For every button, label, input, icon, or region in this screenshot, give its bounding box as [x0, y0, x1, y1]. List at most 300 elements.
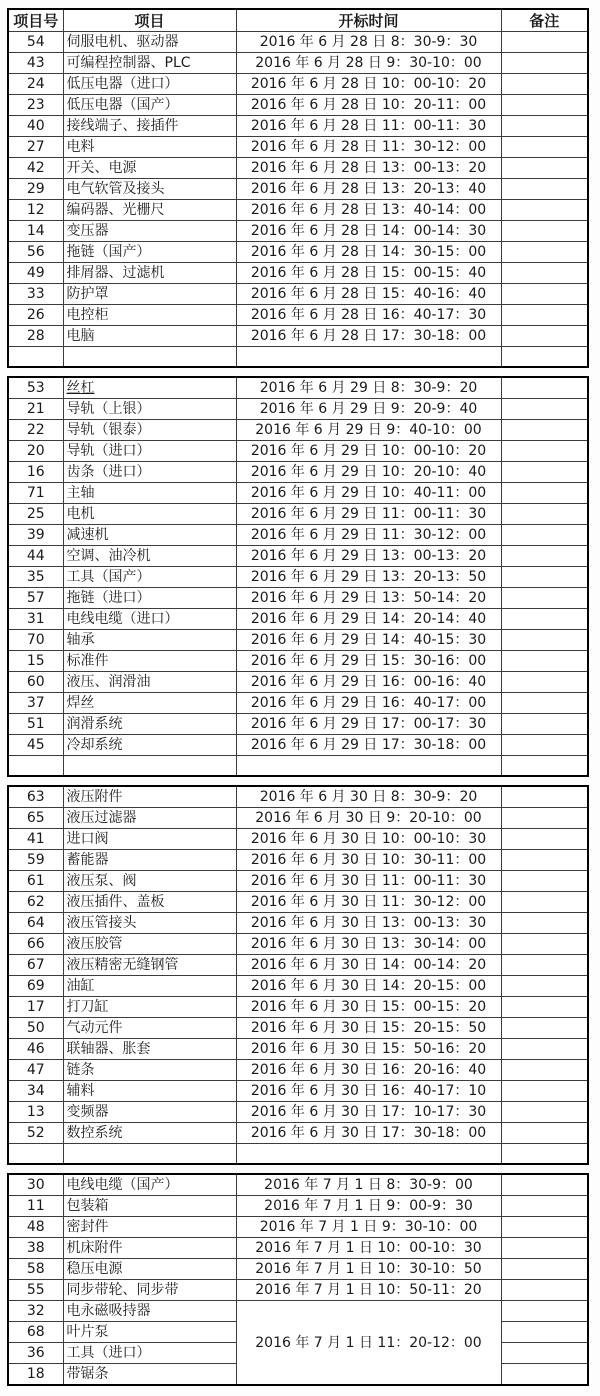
table-row [8, 179, 588, 200]
remark-cell [501, 850, 588, 871]
item-name-cell: 减速机 [63, 525, 236, 546]
item-no-cell: 49 [8, 263, 63, 284]
bid-time-cell: 2016 年 6 月 30 日 10：30-11：00 [236, 850, 501, 871]
item-no-cell: 56 [8, 242, 63, 263]
item-no-cell: 67 [8, 955, 63, 976]
item-name-cell: 电料 [63, 137, 236, 158]
table-row [8, 651, 588, 672]
item-name-cell: 打刀缸 [63, 997, 236, 1018]
item-no-cell: 68 [8, 1322, 63, 1343]
item-name-cell: 油缸 [63, 976, 236, 997]
bid-time-cell: 2016 年 6 月 28 日 14：30-15：00 [236, 242, 501, 263]
item-no-cell: 24 [8, 74, 63, 95]
item-no-cell: 52 [8, 1123, 63, 1144]
remark-cell [501, 137, 588, 158]
item-no-cell: 47 [8, 1060, 63, 1081]
bid-time-cell: 2016 年 6 月 28 日 11：30-12：00 [236, 137, 501, 158]
remark-cell [501, 1081, 588, 1102]
table-row [8, 1018, 588, 1039]
remark-cell [501, 1174, 588, 1196]
remark-cell [501, 1343, 588, 1364]
remark-cell [501, 284, 588, 305]
bid-time-cell: 2016 年 6 月 29 日 14：40-15：30 [236, 630, 501, 651]
remark-cell [501, 934, 588, 955]
bid-time-cell: 2016 年 6 月 28 日 9：30-10：00 [236, 53, 501, 74]
table-row [8, 284, 588, 305]
item-name-cell: 润滑系统 [63, 714, 236, 735]
table-row [8, 483, 588, 504]
bid-time-cell: 2016 年 6 月 30 日 14：00-14：20 [236, 955, 501, 976]
table-row [8, 1060, 588, 1081]
bid-time-cell: 2016 年 6 月 29 日 14：20-14：40 [236, 609, 501, 630]
remark-cell [501, 116, 588, 137]
remark-cell [501, 1039, 588, 1060]
item-name-cell: 链条 [63, 1060, 236, 1081]
item-no-cell: 64 [8, 913, 63, 934]
schedule-table-jun-30 [7, 785, 589, 1165]
table-row [8, 441, 588, 462]
table-row [8, 263, 588, 284]
item-no-cell: 37 [8, 693, 63, 714]
remark-cell [501, 786, 588, 808]
bid-time-cell: 2016 年 6 月 29 日 8：30-9：20 [236, 377, 501, 399]
item-name-cell: 蓄能器 [63, 850, 236, 871]
remark-cell [501, 158, 588, 179]
remark-cell [501, 1322, 588, 1343]
table-row [8, 32, 588, 53]
remark-cell [501, 525, 588, 546]
item-no-cell: 13 [8, 1102, 63, 1123]
item-no-cell: 39 [8, 525, 63, 546]
remark-cell [501, 651, 588, 672]
header-project-no: 项目号 [8, 9, 63, 32]
table-row [8, 462, 588, 483]
item-name-cell: 可编程控制器、PLC [63, 53, 236, 74]
item-no-cell: 12 [8, 200, 63, 221]
item-no-cell: 54 [8, 32, 63, 53]
item-no-cell: 40 [8, 116, 63, 137]
item-name-cell: 标准件 [63, 651, 236, 672]
table-row [8, 735, 588, 756]
item-name-cell: 数控系统 [63, 1123, 236, 1144]
empty-cell [63, 1144, 236, 1165]
bid-time-cell: 2016 年 6 月 29 日 15：30-16：00 [236, 651, 501, 672]
remark-cell [501, 892, 588, 913]
remark-cell [501, 326, 588, 347]
item-no-cell: 27 [8, 137, 63, 158]
item-name-cell: 密封件 [63, 1217, 236, 1238]
table-row [8, 1259, 588, 1280]
item-name-cell: 包装箱 [63, 1196, 236, 1217]
header-project: 项目 [63, 9, 236, 32]
bid-time-cell: 2016 年 6 月 29 日 9：20-9：40 [236, 399, 501, 420]
bid-time-cell: 2016 年 6 月 29 日 10：00-10：20 [236, 441, 501, 462]
remark-cell [501, 735, 588, 756]
item-no-cell: 30 [8, 1174, 63, 1196]
table-row [8, 630, 588, 651]
bid-time-cell: 2016 年 6 月 30 日 17：30-18：00 [236, 1123, 501, 1144]
bid-time-cell: 2016 年 6 月 28 日 16：40-17：30 [236, 305, 501, 326]
item-name-cell: 辅料 [63, 1081, 236, 1102]
item-name-cell: 导轨（上银） [63, 399, 236, 420]
table-row [8, 200, 588, 221]
table-row [8, 504, 588, 525]
item-no-cell: 36 [8, 1343, 63, 1364]
item-no-cell: 38 [8, 1238, 63, 1259]
item-no-cell: 33 [8, 284, 63, 305]
bid-time-cell: 2016 年 6 月 30 日 9：20-10：00 [236, 808, 501, 829]
remark-cell [501, 1123, 588, 1144]
item-no-cell: 21 [8, 399, 63, 420]
table-row [8, 808, 588, 829]
remark-cell [501, 420, 588, 441]
bid-time-cell: 2016 年 6 月 28 日 15：00-15：40 [236, 263, 501, 284]
item-name-cell: 工具（进口） [63, 1343, 236, 1364]
remark-cell [501, 588, 588, 609]
remark-cell [501, 955, 588, 976]
table-row [8, 588, 588, 609]
item-no-cell: 17 [8, 997, 63, 1018]
item-no-cell: 44 [8, 546, 63, 567]
table-row [8, 1280, 588, 1301]
item-name-cell: 液压泵、阀 [63, 871, 236, 892]
remark-cell [501, 305, 588, 326]
item-no-cell: 26 [8, 305, 63, 326]
item-name-cell: 变频器 [63, 1102, 236, 1123]
item-no-cell: 48 [8, 1217, 63, 1238]
table-row [8, 420, 588, 441]
item-no-cell: 22 [8, 420, 63, 441]
item-no-cell: 32 [8, 1301, 63, 1322]
empty-cell [63, 347, 236, 368]
remark-cell [501, 997, 588, 1018]
bid-time-cell: 2016 年 6 月 30 日 8：30-9：20 [236, 786, 501, 808]
table-row [8, 95, 588, 116]
item-no-cell: 62 [8, 892, 63, 913]
empty-cell [8, 756, 63, 777]
item-name-cell: 齿条（进口） [63, 462, 236, 483]
item-name-cell: 接线端子、接插件 [63, 116, 236, 137]
bid-time-cell: 2016 年 6 月 29 日 9：40-10：00 [236, 420, 501, 441]
item-name-cell: 电控柜 [63, 305, 236, 326]
table-row [8, 1217, 588, 1238]
item-name-cell: 液压附件 [63, 786, 236, 808]
item-no-cell: 51 [8, 714, 63, 735]
item-name-cell: 开关、电源 [63, 158, 236, 179]
empty-spacer-row [8, 347, 588, 368]
table-row [8, 672, 588, 693]
remark-cell [501, 1102, 588, 1123]
item-name-cell: 焊丝 [63, 693, 236, 714]
table-row [8, 1196, 588, 1217]
item-no-cell: 58 [8, 1259, 63, 1280]
item-name-cell: 液压精密无缝钢管 [63, 955, 236, 976]
remark-cell [501, 74, 588, 95]
item-name-cell: 排屑器、过滤机 [63, 263, 236, 284]
empty-cell [501, 756, 588, 777]
table-row [8, 892, 588, 913]
bid-time-cell: 2016 年 6 月 29 日 17：00-17：30 [236, 714, 501, 735]
remark-cell [501, 483, 588, 504]
item-name-cell: 伺服电机、驱动器 [63, 32, 236, 53]
item-name-cell: 电线电缆（国产） [63, 1174, 236, 1196]
table-row [8, 693, 588, 714]
remark-cell [501, 546, 588, 567]
item-no-cell: 60 [8, 672, 63, 693]
empty-cell [236, 1144, 501, 1165]
remark-cell [501, 871, 588, 892]
item-no-cell: 29 [8, 179, 63, 200]
bid-time-cell: 2016 年 6 月 30 日 17：10-17：30 [236, 1102, 501, 1123]
table-row [8, 377, 588, 399]
table-row [8, 525, 588, 546]
table-row [8, 1039, 588, 1060]
remark-cell [501, 53, 588, 74]
table-row [8, 609, 588, 630]
remark-cell [501, 808, 588, 829]
bid-time-cell: 2016 年 7 月 1 日 8：30-9：00 [236, 1174, 501, 1196]
remark-cell [501, 32, 588, 53]
item-no-cell: 28 [8, 326, 63, 347]
item-name-cell: 联轴器、胀套 [63, 1039, 236, 1060]
bid-time-cell: 2016 年 7 月 1 日 11：20-12：00 [236, 1301, 501, 1386]
item-name-cell: 导轨（进口） [63, 441, 236, 462]
bid-time-cell: 2016 年 6 月 29 日 11：00-11：30 [236, 504, 501, 525]
item-name-cell: 冷却系统 [63, 735, 236, 756]
bid-time-cell: 2016 年 6 月 28 日 13：40-14：00 [236, 200, 501, 221]
table-row [8, 1238, 588, 1259]
item-name-cell: 液压过滤器 [63, 808, 236, 829]
table-row [8, 221, 588, 242]
item-no-cell: 43 [8, 53, 63, 74]
table-row [8, 913, 588, 934]
bid-time-cell: 2016 年 6 月 29 日 13：20-13：50 [236, 567, 501, 588]
item-no-cell: 34 [8, 1081, 63, 1102]
bid-time-cell: 2016 年 7 月 1 日 9：00-9：30 [236, 1196, 501, 1217]
item-no-cell: 23 [8, 95, 63, 116]
item-name-cell: 机床附件 [63, 1238, 236, 1259]
item-name-cell: 丝杠 [63, 377, 236, 399]
remark-cell [501, 829, 588, 850]
bid-time-cell: 2016 年 6 月 29 日 11：30-12：00 [236, 525, 501, 546]
remark-cell [501, 630, 588, 651]
bid-time-cell: 2016 年 6 月 30 日 16：20-16：40 [236, 1060, 501, 1081]
bid-time-cell: 2016 年 6 月 30 日 15：00-15：20 [236, 997, 501, 1018]
bid-time-cell: 2016 年 6 月 29 日 10：20-10：40 [236, 462, 501, 483]
bid-time-cell: 2016 年 6 月 30 日 16：40-17：10 [236, 1081, 501, 1102]
table-row [8, 871, 588, 892]
remark-cell [501, 1196, 588, 1217]
bid-time-cell: 2016 年 6 月 29 日 13：00-13：20 [236, 546, 501, 567]
remark-cell [501, 693, 588, 714]
item-name-cell: 低压电器（进口） [63, 74, 236, 95]
remark-cell [501, 441, 588, 462]
bid-time-cell: 2016 年 7 月 1 日 10：30-10：50 [236, 1259, 501, 1280]
bid-time-cell: 2016 年 6 月 30 日 10：00-10：30 [236, 829, 501, 850]
schedule-table-jul-01 [7, 1173, 589, 1386]
item-name-cell: 导轨（银泰） [63, 420, 236, 441]
item-name-cell: 电线电缆（进口） [63, 609, 236, 630]
bid-time-cell: 2016 年 6 月 28 日 11：00-11：30 [236, 116, 501, 137]
item-name-cell: 电永磁吸持器 [63, 1301, 236, 1322]
bid-time-cell: 2016 年 6 月 30 日 15：20-15：50 [236, 1018, 501, 1039]
empty-cell [501, 347, 588, 368]
table-row [8, 116, 588, 137]
remark-cell [501, 1238, 588, 1259]
tables-root [7, 8, 587, 1386]
item-name-cell: 编码器、光栅尺 [63, 200, 236, 221]
item-name-cell: 同步带轮、同步带 [63, 1280, 236, 1301]
item-no-cell: 69 [8, 976, 63, 997]
item-name-cell: 带锯条 [63, 1364, 236, 1386]
bid-time-cell: 2016 年 6 月 28 日 17：30-18：00 [236, 326, 501, 347]
item-no-cell: 55 [8, 1280, 63, 1301]
table-row [8, 1081, 588, 1102]
item-name-cell: 电机 [63, 504, 236, 525]
table-row [8, 955, 588, 976]
item-no-cell: 15 [8, 651, 63, 672]
bid-time-cell: 2016 年 6 月 30 日 13：30-14：00 [236, 934, 501, 955]
item-no-cell: 70 [8, 630, 63, 651]
item-no-cell: 66 [8, 934, 63, 955]
item-name-cell: 轴承 [63, 630, 236, 651]
item-no-cell: 50 [8, 1018, 63, 1039]
item-no-cell: 41 [8, 829, 63, 850]
bid-time-cell: 2016 年 6 月 28 日 10：00-10：20 [236, 74, 501, 95]
table-row [8, 829, 588, 850]
empty-cell [8, 347, 63, 368]
remark-cell [501, 1280, 588, 1301]
item-name-cell: 拖链（国产） [63, 242, 236, 263]
table-row [8, 74, 588, 95]
item-no-cell: 31 [8, 609, 63, 630]
table-row [8, 1174, 588, 1196]
item-no-cell: 16 [8, 462, 63, 483]
bid-time-cell: 2016 年 6 月 28 日 10：20-11：00 [236, 95, 501, 116]
remark-cell [501, 242, 588, 263]
table-row [8, 997, 588, 1018]
table-row [8, 305, 588, 326]
bid-time-cell: 2016 年 6 月 30 日 15：50-16：20 [236, 1039, 501, 1060]
remark-cell [501, 399, 588, 420]
empty-cell [8, 1144, 63, 1165]
item-name-cell: 防护罩 [63, 284, 236, 305]
item-no-cell: 46 [8, 1039, 63, 1060]
table-row [8, 137, 588, 158]
item-name-cell: 变压器 [63, 221, 236, 242]
schedule-table-jun-29 [7, 376, 589, 777]
item-name-cell: 稳压电源 [63, 1259, 236, 1280]
table-row [8, 1301, 588, 1322]
remark-cell [501, 263, 588, 284]
bid-time-cell: 2016 年 6 月 30 日 14：20-15：00 [236, 976, 501, 997]
table-row [8, 1123, 588, 1144]
item-no-cell: 45 [8, 735, 63, 756]
empty-spacer-row [8, 1144, 588, 1165]
remark-cell [501, 672, 588, 693]
remark-cell [501, 1217, 588, 1238]
table-row [8, 976, 588, 997]
bid-time-cell: 2016 年 7 月 1 日 10：00-10：30 [236, 1238, 501, 1259]
item-no-cell: 63 [8, 786, 63, 808]
table-row [8, 567, 588, 588]
item-name-cell: 工具（国产） [63, 567, 236, 588]
item-no-cell: 61 [8, 871, 63, 892]
item-no-cell: 59 [8, 850, 63, 871]
remark-cell [501, 1018, 588, 1039]
bid-time-cell: 2016 年 6 月 29 日 13：50-14：20 [236, 588, 501, 609]
item-name-cell: 空调、油冷机 [63, 546, 236, 567]
bid-time-cell: 2016 年 6 月 30 日 13：00-13：30 [236, 913, 501, 934]
table-row [8, 786, 588, 808]
remark-cell [501, 567, 588, 588]
remark-cell [501, 462, 588, 483]
remark-cell [501, 95, 588, 116]
item-name-cell: 低压电器（国产） [63, 95, 236, 116]
table-row [8, 546, 588, 567]
remark-cell [501, 377, 588, 399]
item-no-cell: 42 [8, 158, 63, 179]
bid-time-cell: 2016 年 6 月 29 日 17：30-18：00 [236, 735, 501, 756]
item-no-cell: 57 [8, 588, 63, 609]
table-row [8, 242, 588, 263]
remark-cell [501, 1259, 588, 1280]
remark-cell [501, 221, 588, 242]
bid-time-cell: 2016 年 6 月 28 日 15：40-16：40 [236, 284, 501, 305]
item-no-cell: 11 [8, 1196, 63, 1217]
bid-time-cell: 2016 年 6 月 30 日 11：30-12：00 [236, 892, 501, 913]
table-row [8, 399, 588, 420]
item-no-cell: 20 [8, 441, 63, 462]
item-no-cell: 18 [8, 1364, 63, 1386]
item-no-cell: 65 [8, 808, 63, 829]
item-no-cell: 71 [8, 483, 63, 504]
item-no-cell: 53 [8, 377, 63, 399]
empty-cell [501, 1144, 588, 1165]
header-bid-open-time: 开标时间 [236, 9, 501, 32]
remark-cell [501, 1364, 588, 1386]
bid-time-cell: 2016 年 7 月 1 日 10：50-11：20 [236, 1280, 501, 1301]
table-row [8, 158, 588, 179]
table-row [8, 53, 588, 74]
bid-time-cell: 2016 年 6 月 29 日 10：40-11：00 [236, 483, 501, 504]
remark-cell [501, 609, 588, 630]
item-no-cell: 14 [8, 221, 63, 242]
remark-cell [501, 200, 588, 221]
header-remark: 备注 [501, 9, 588, 32]
bid-time-cell: 2016 年 7 月 1 日 9：30-10：00 [236, 1217, 501, 1238]
table-row [8, 934, 588, 955]
empty-spacer-row [8, 756, 588, 777]
item-name-cell: 电气软管及接头 [63, 179, 236, 200]
table-row [8, 714, 588, 735]
bid-time-cell: 2016 年 6 月 28 日 14：00-14：30 [236, 221, 501, 242]
bid-time-cell: 2016 年 6 月 28 日 13：00-13：20 [236, 158, 501, 179]
item-name-cell: 主轴 [63, 483, 236, 504]
item-name-cell: 拖链（进口） [63, 588, 236, 609]
item-name-cell: 电脑 [63, 326, 236, 347]
item-name-cell: 液压、润滑油 [63, 672, 236, 693]
table-row [8, 1102, 588, 1123]
table-row [8, 850, 588, 871]
remark-cell [501, 1301, 588, 1322]
item-name-cell: 进口阀 [63, 829, 236, 850]
bid-time-cell: 2016 年 6 月 29 日 16：00-16：40 [236, 672, 501, 693]
remark-cell [501, 1060, 588, 1081]
item-name-cell: 液压插件、盖板 [63, 892, 236, 913]
remark-cell [501, 714, 588, 735]
empty-cell [63, 756, 236, 777]
